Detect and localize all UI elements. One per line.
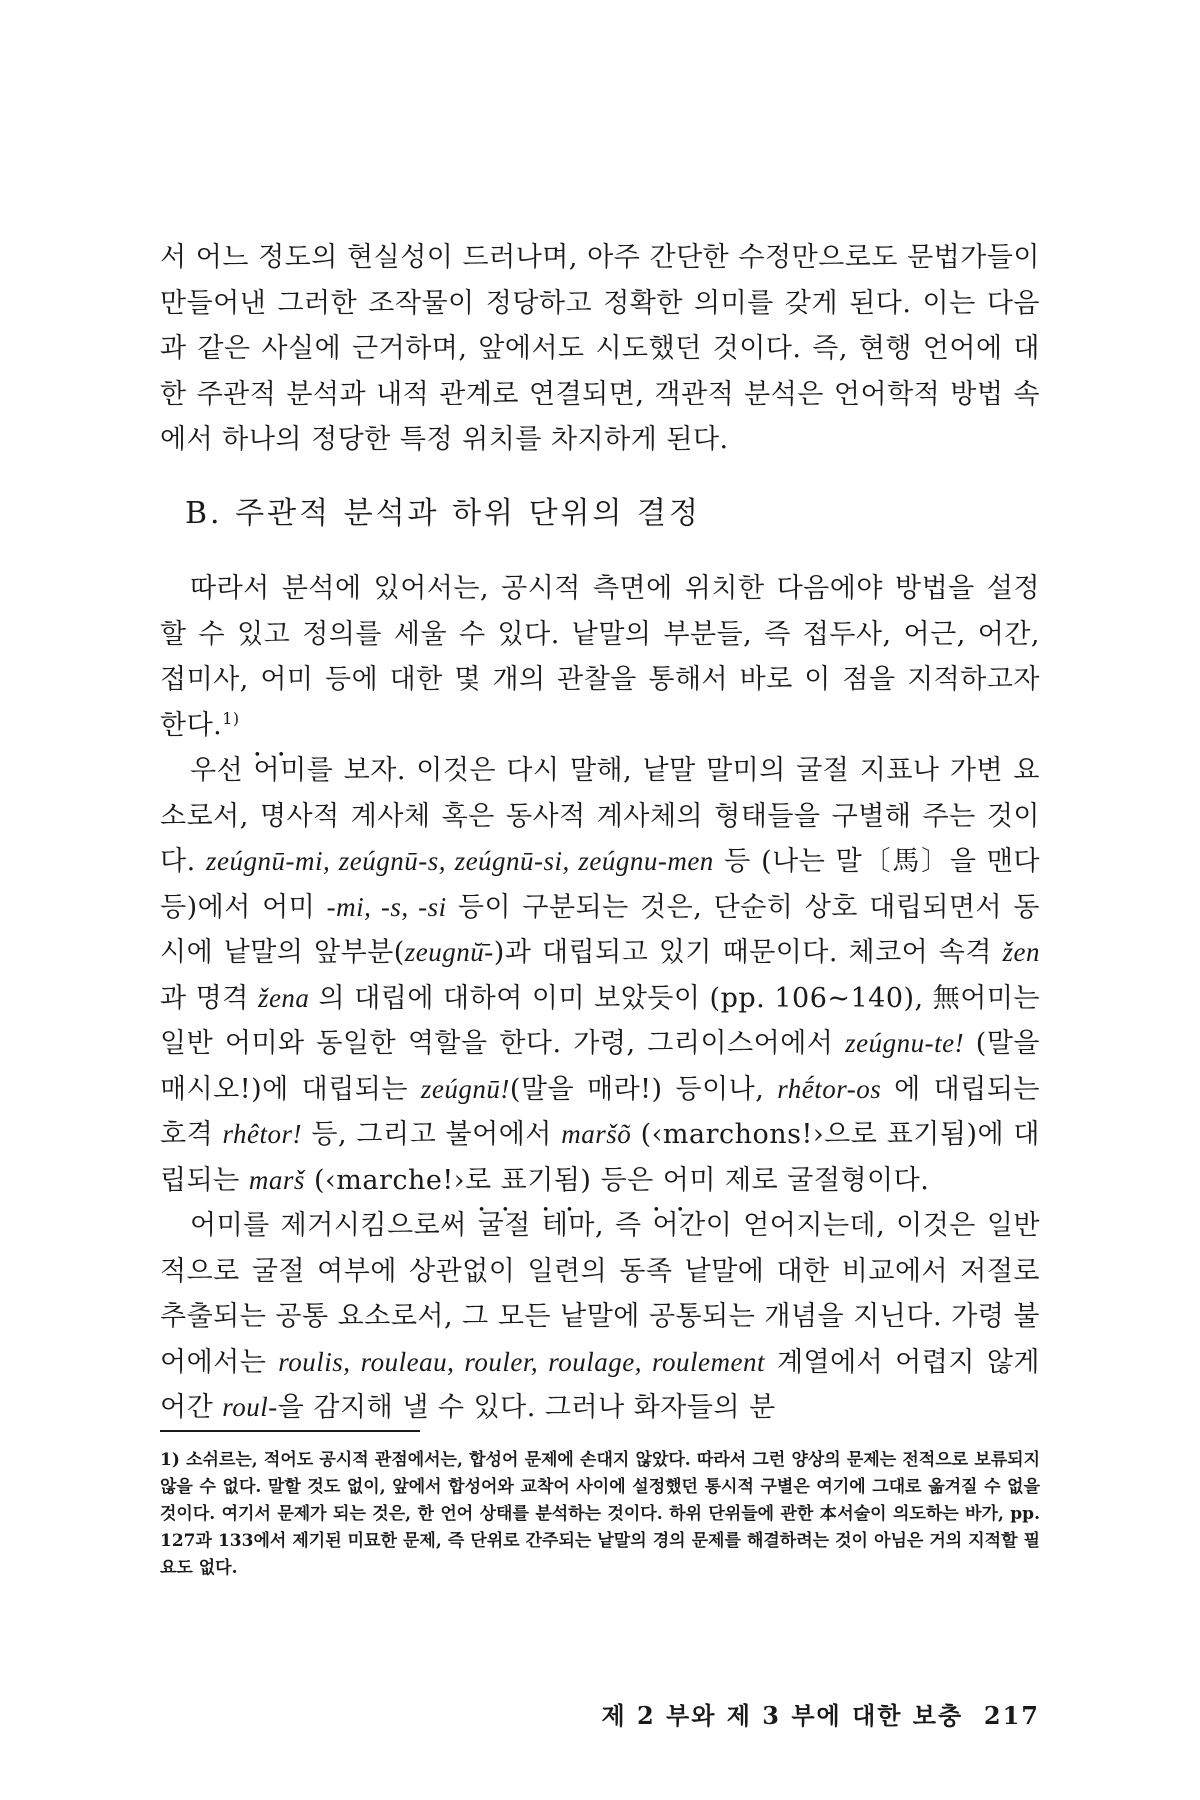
paragraph-1-text: 서 어느 정도의 현실성이 드러나며, 아주 간단한 수정만으로도 문법가들이 만들어낸 그러한 조작물이 정당하고 정확한 의미를 갖게 된다. 이는 다음과 같은 사실에 근거하며, 앞에서도 시도했던 것이다. 즉, 현행 언어에 대한 주관적 분석과 내적 관계로 연결되면, 객관적 분석은 언어학적 방법 속에서 하나의 정당한 특정 위치를 차지하게 된다. (160, 242, 1040, 455)
paragraph-2-text: 따라서 분석에 있어서는, 공시적 측면에 위치한 다음에야 방법을 설정할 수 있고 정의를 세울 수 있다. 낱말의 부분들, 즉 접두사, 어근, 어간, 접미사, 어미 등에 대한 몇 개의 관찰을 통해서 바로 이 점을 지적하고자 한다. (160, 573, 1040, 741)
italic-term: žena (257, 982, 310, 1013)
text-run: 계열에서 어렵지 않게 어간 (160, 1346, 1040, 1423)
text-run: 어미를 제거시킴으로써 (190, 1210, 478, 1241)
italic-term: rhḗtor-os (777, 1073, 882, 1104)
text-run: (말을 매라!) 등이나, (509, 1073, 778, 1105)
section-body (160, 566, 1040, 1431)
text-run: (‹marche!›로 표기됨) 등은 어미 제로 굴절형이다. (304, 1164, 930, 1196)
italic-term: roulis, rouleau, rouler, roulage, roulement (278, 1346, 766, 1377)
text-run (531, 1210, 542, 1241)
text-run: 과 명격 (160, 982, 258, 1014)
running-head: 제 2 부와 제 3 부에 대한 보충 (601, 1701, 964, 1730)
page-footer (601, 1696, 1040, 1731)
italic-term: zeúgnu-te! (845, 1028, 965, 1058)
italic-term: zeúgnū! (420, 1073, 510, 1104)
text-run: , 즉 (594, 1210, 653, 1241)
text-run: 을 감지해 낼 수 있다. 그러나 화자들의 분 (277, 1392, 776, 1423)
text-run: 등이 구분되는 것은, 단순히 상호 대립되면서 동시에 낱말의 앞부분( (160, 891, 1041, 968)
page-number: 217 (983, 1701, 1040, 1730)
text-run: 등, 그리고 불어에서 (302, 1119, 562, 1150)
italic-term: -mi, -s, -si (326, 891, 447, 922)
emphasized-term: • • 어간 (653, 1210, 706, 1241)
footnote-text: 소쉬르는, 적어도 공시적 관점에서는, 합성어 문제에 손대지 않았다. 따라서 그런 양상의 문제는 전적으로 보류되지 않을 수 없다. 말할 것도 없이, 앞에서 합성어와 교착어 사이에 설정했던 통시적 구별은 여기에 그대로 옮겨질 수 없을 것이다. 여기서 문제가 되는 것은, 한 언어 상태를 분석하는 것이다. 하위 단위들에 관한 本서술이 의도하는 바가, pp. 127과 133에서 제기된 미묘한 문제, 즉 단위로 간주되는 낱말의 경의 문제를 해결하려는 것이 아님은 거의 지적할 필요도 없다. (160, 1450, 1041, 1578)
emphasized-term: • • 어미 (254, 755, 307, 786)
italic-term: žen (1002, 937, 1040, 967)
text-run: 등 (나는 말〔馬〕을 맨다 등)에서 어미 (160, 846, 1040, 923)
italic-term: zeúgnū-mi, zeúgnū-s, zeúgnū-si, zeúgnu-men (206, 846, 714, 876)
text-run: 를 보자. 이것은 다시 말해, 낱말 말미의 굴절 지표나 가변 요소로서, 명사적 계사체 혹은 동사적 계사체의 형태들을 구별해 주는 것이다. (160, 755, 1040, 877)
paragraph-2 (160, 566, 1040, 748)
italic-term: maršõ (561, 1119, 632, 1149)
text-run: )과 대립되고 있기 때문이다. 체코어 속격 (493, 937, 1003, 968)
text-run: 에 대립되는 호격 (160, 1073, 1040, 1150)
italic-term: marš (248, 1164, 305, 1195)
text-run: 이 얻어지는데, 이것은 일반적으로 굴절 여부에 상관없이 일련의 동족 낱말에 대한 비교에서 저절로 추출되는 공통 요소로서, 그 모든 낱말에 공통되는 개념을 지닌다. 가령 불어에서는 (160, 1210, 1040, 1378)
footnote-number: 1) (160, 1450, 180, 1470)
text-run: 의 대립에 대하여 이미 보았듯이 (pp. 106~140), 無어미는 일반 어미와 동일한 역할을 한다. 가령, 그리이스어에서 (160, 982, 1040, 1059)
text-run: (‹marchons!›으로 표기됨)에 대립되는 (160, 1119, 1041, 1196)
text-run: (말을 매시오!)에 대립되는 (160, 1028, 1041, 1105)
paragraph-4 (160, 1203, 1040, 1431)
emphasized-term: • • 테마 (542, 1210, 595, 1241)
italic-term: rhêtor! (222, 1119, 303, 1149)
paragraph-1 (160, 235, 1040, 463)
text-run: 우선 (190, 755, 254, 786)
italic-term: zeugnŭ̄- (404, 937, 494, 967)
section-heading: B. 주관적 분석과 하위 단위의 결정 (185, 496, 702, 531)
footnote (160, 1447, 1040, 1582)
footnote-divider (160, 1430, 420, 1432)
italic-term: roul- (222, 1392, 278, 1422)
paragraph-3 (160, 748, 1040, 1203)
footnote-reference: 1) (222, 708, 240, 728)
emphasized-term: • • 굴절 (478, 1210, 531, 1241)
